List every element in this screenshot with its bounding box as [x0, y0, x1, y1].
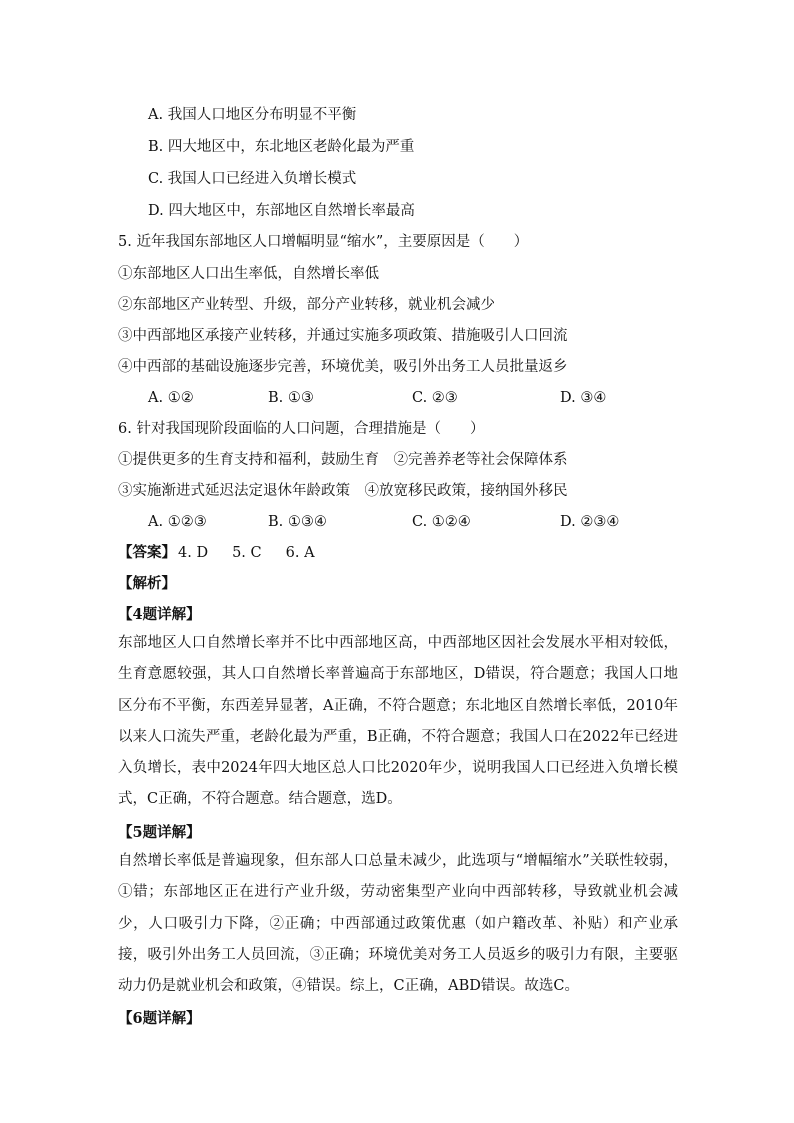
q6-options	[148, 512, 668, 532]
q6-item-row-2: ③实施渐进式延迟法定退休年龄政策 ④放宽移民政策，接纳国外移民	[118, 483, 568, 499]
q5-option-c: C. ②③	[412, 390, 458, 406]
q5-item-1: ①东部地区人口出生率低，自然增长率低	[118, 266, 379, 282]
detail6-heading: 【6题详解】	[118, 1010, 201, 1027]
detail4-paragraph: 东部地区人口自然增长率并不比中西部地区高，中西部地区因社会发展水平相对较低，生育意愿较强，其人口自然增长率普遍高于东部地区，D错误，符合题意；我国人口地区分布不平衡，东西差异显著，A正确，不符合题意；东北地区自然增长率低，2010年以来人口流失严重，老龄化最为严重，B正确，不符合题意；我国人口在2022年已经进入负增长，表中2024年四大地区总人口比2020年少，说明我国人口已经进入负增长模式，C正确，不符合题意。结合题意，选D。	[118, 635, 678, 808]
q5-option-a: A. ①②	[148, 390, 194, 406]
answer-item-5: 5. C	[232, 545, 262, 561]
answer-item-4: 4. D	[178, 545, 209, 561]
answer-line	[118, 543, 315, 563]
q4-option-c: C. 我国人口已经进入负增长模式	[148, 171, 357, 187]
q5-item-2: ②东部地区产业转型、升级，部分产业转移，就业机会减少	[118, 297, 495, 313]
answer-label: 【答案】	[118, 544, 176, 561]
detail5-paragraph: 自然增长率低是普遍现象，但东部人口总量未减少，此选项与“增幅缩水”关联性较弱，①错；东部地区正在进行产业升级，劳动密集型产业向中西部转移，导致就业机会减少，人口吸引力下降，②正确；中西部通过政策优惠（如户籍改革、补贴）和产业承接，吸引外出务工人员回流，③正确；环境优美对务工人员返乡的吸引力有限，主要驱动力仍是就业机会和政策，④错误。综上，C正确，ABD错误。故选C。	[118, 853, 678, 995]
q5-stem: 5. 近年我国东部地区人口增幅明显“缩水”，主要原因是（ ）	[118, 234, 529, 250]
q6-option-c: C. ①②④	[412, 514, 471, 530]
q6-option-b: B. ①③④	[268, 514, 327, 530]
q5-options	[148, 388, 668, 408]
q6-stem: 6. 针对我国现阶段面临的人口问题，合理措施是（ ）	[118, 421, 485, 437]
q5-item-3: ③中西部地区承接产业转移，并通过实施多项政策、措施吸引人口回流	[118, 328, 568, 344]
q4-option-d: D. 四大地区中，东部地区自然增长率最高	[148, 203, 415, 219]
detail5-heading: 【5题详解】	[118, 824, 201, 841]
q4-option-a: A. 我国人口地区分布明显不平衡	[148, 107, 357, 123]
q6-option-a: A. ①②③	[148, 514, 207, 530]
q5-item-4: ④中西部的基础设施逐步完善，环境优美，吸引外出务工人员批量返乡	[118, 359, 568, 375]
q4-option-b: B. 四大地区中，东北地区老龄化最为严重	[148, 139, 415, 155]
q5-option-d: D. ③④	[560, 390, 607, 406]
analysis-heading: 【解析】	[118, 575, 176, 592]
detail4-heading: 【4题详解】	[118, 606, 201, 623]
q6-item-row-1: ①提供更多的生育支持和福利，鼓励生育 ②完善养老等社会保障体系	[118, 452, 568, 468]
answer-item-6: 6. A	[285, 545, 315, 561]
q6-option-d: D. ②③④	[560, 514, 620, 530]
q5-option-b: B. ①③	[268, 390, 314, 406]
